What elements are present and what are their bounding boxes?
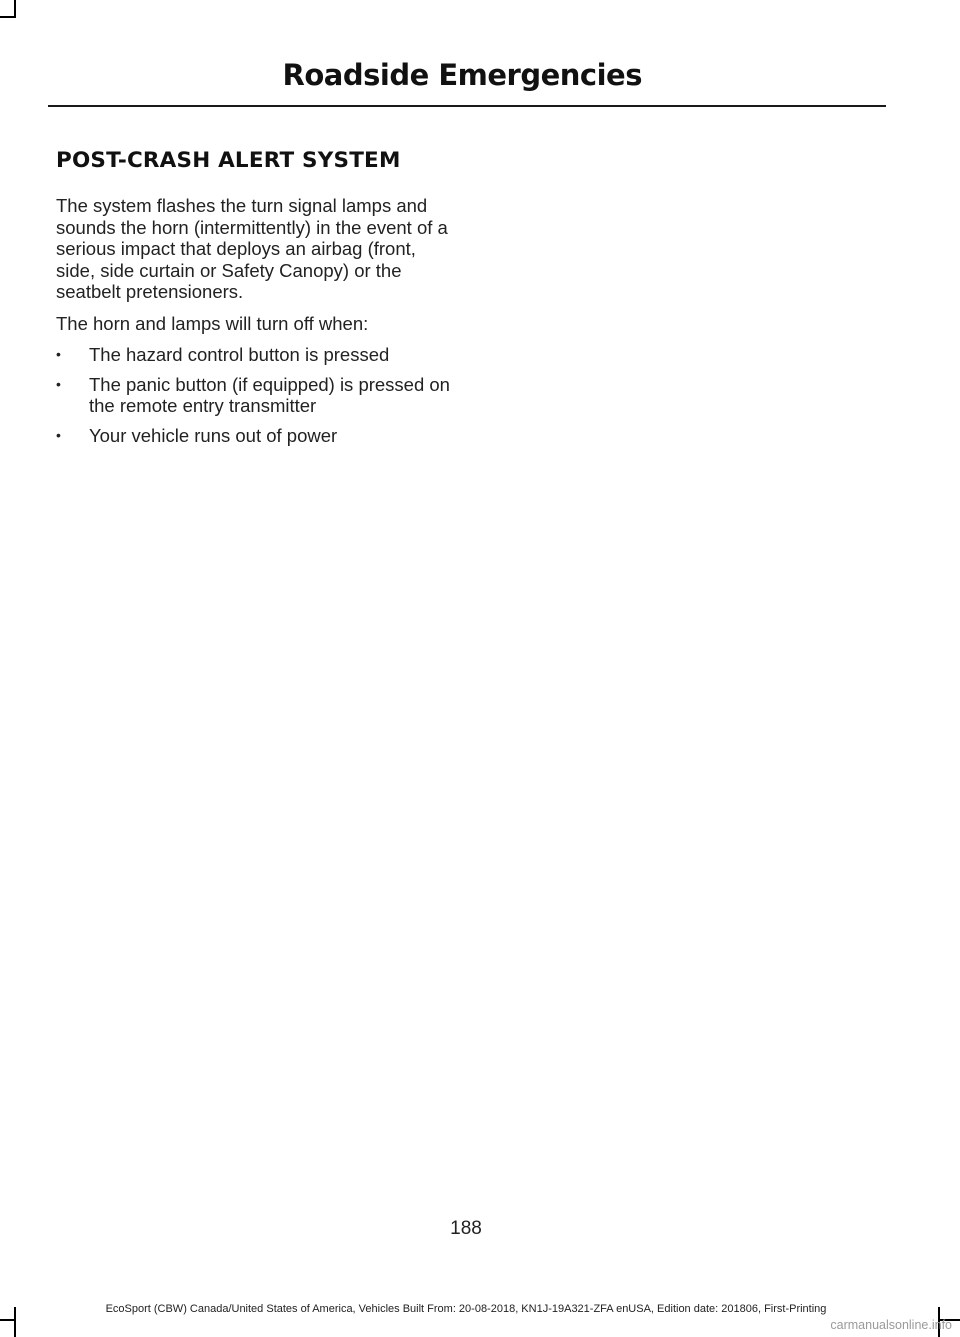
paragraph-turn-off-intro: The horn and lamps will turn off when: bbox=[56, 312, 369, 334]
bullet-list bbox=[56, 344, 451, 446]
crop-mark-bottom-left bbox=[0, 1319, 16, 1321]
bullet-icon: • bbox=[56, 375, 61, 392]
list-item-text: Your vehicle runs out of power bbox=[89, 424, 338, 446]
header-divider bbox=[48, 105, 886, 107]
crop-mark-top-left bbox=[0, 16, 16, 18]
edition-footer: EcoSport (CBW) Canada/United States of America, Vehicles Built From: 20-08-2018, KN1J-19A321-ZFA enUSA, Edition date: 201806, First-Printing bbox=[105, 1303, 827, 1315]
list-item bbox=[56, 425, 451, 447]
list-item bbox=[56, 374, 451, 417]
list-item-text: The hazard control button is pressed bbox=[89, 344, 390, 365]
list-item bbox=[56, 344, 451, 366]
watermark: carmanualsonline.info bbox=[830, 1318, 952, 1332]
bullet-icon: • bbox=[56, 426, 61, 443]
list-item-text: The panic button (if equipped) is pressed on the remote entry transmitter bbox=[89, 373, 450, 416]
page-title: Roadside Emergencies bbox=[282, 58, 642, 92]
section-post-crash-alert bbox=[56, 148, 451, 454]
page-number: 188 bbox=[450, 1218, 482, 1239]
bullet-icon: • bbox=[56, 346, 61, 362]
section-heading: POST-CRASH ALERT SYSTEM bbox=[56, 148, 401, 173]
paragraph-description: The system flashes the turn signal lamps and sounds the horn (intermittently) in the event of a serious impact that deploys an airbag (front, side, side curtain or Safety Canopy) or the seatbelt pretensioners. bbox=[56, 195, 448, 302]
